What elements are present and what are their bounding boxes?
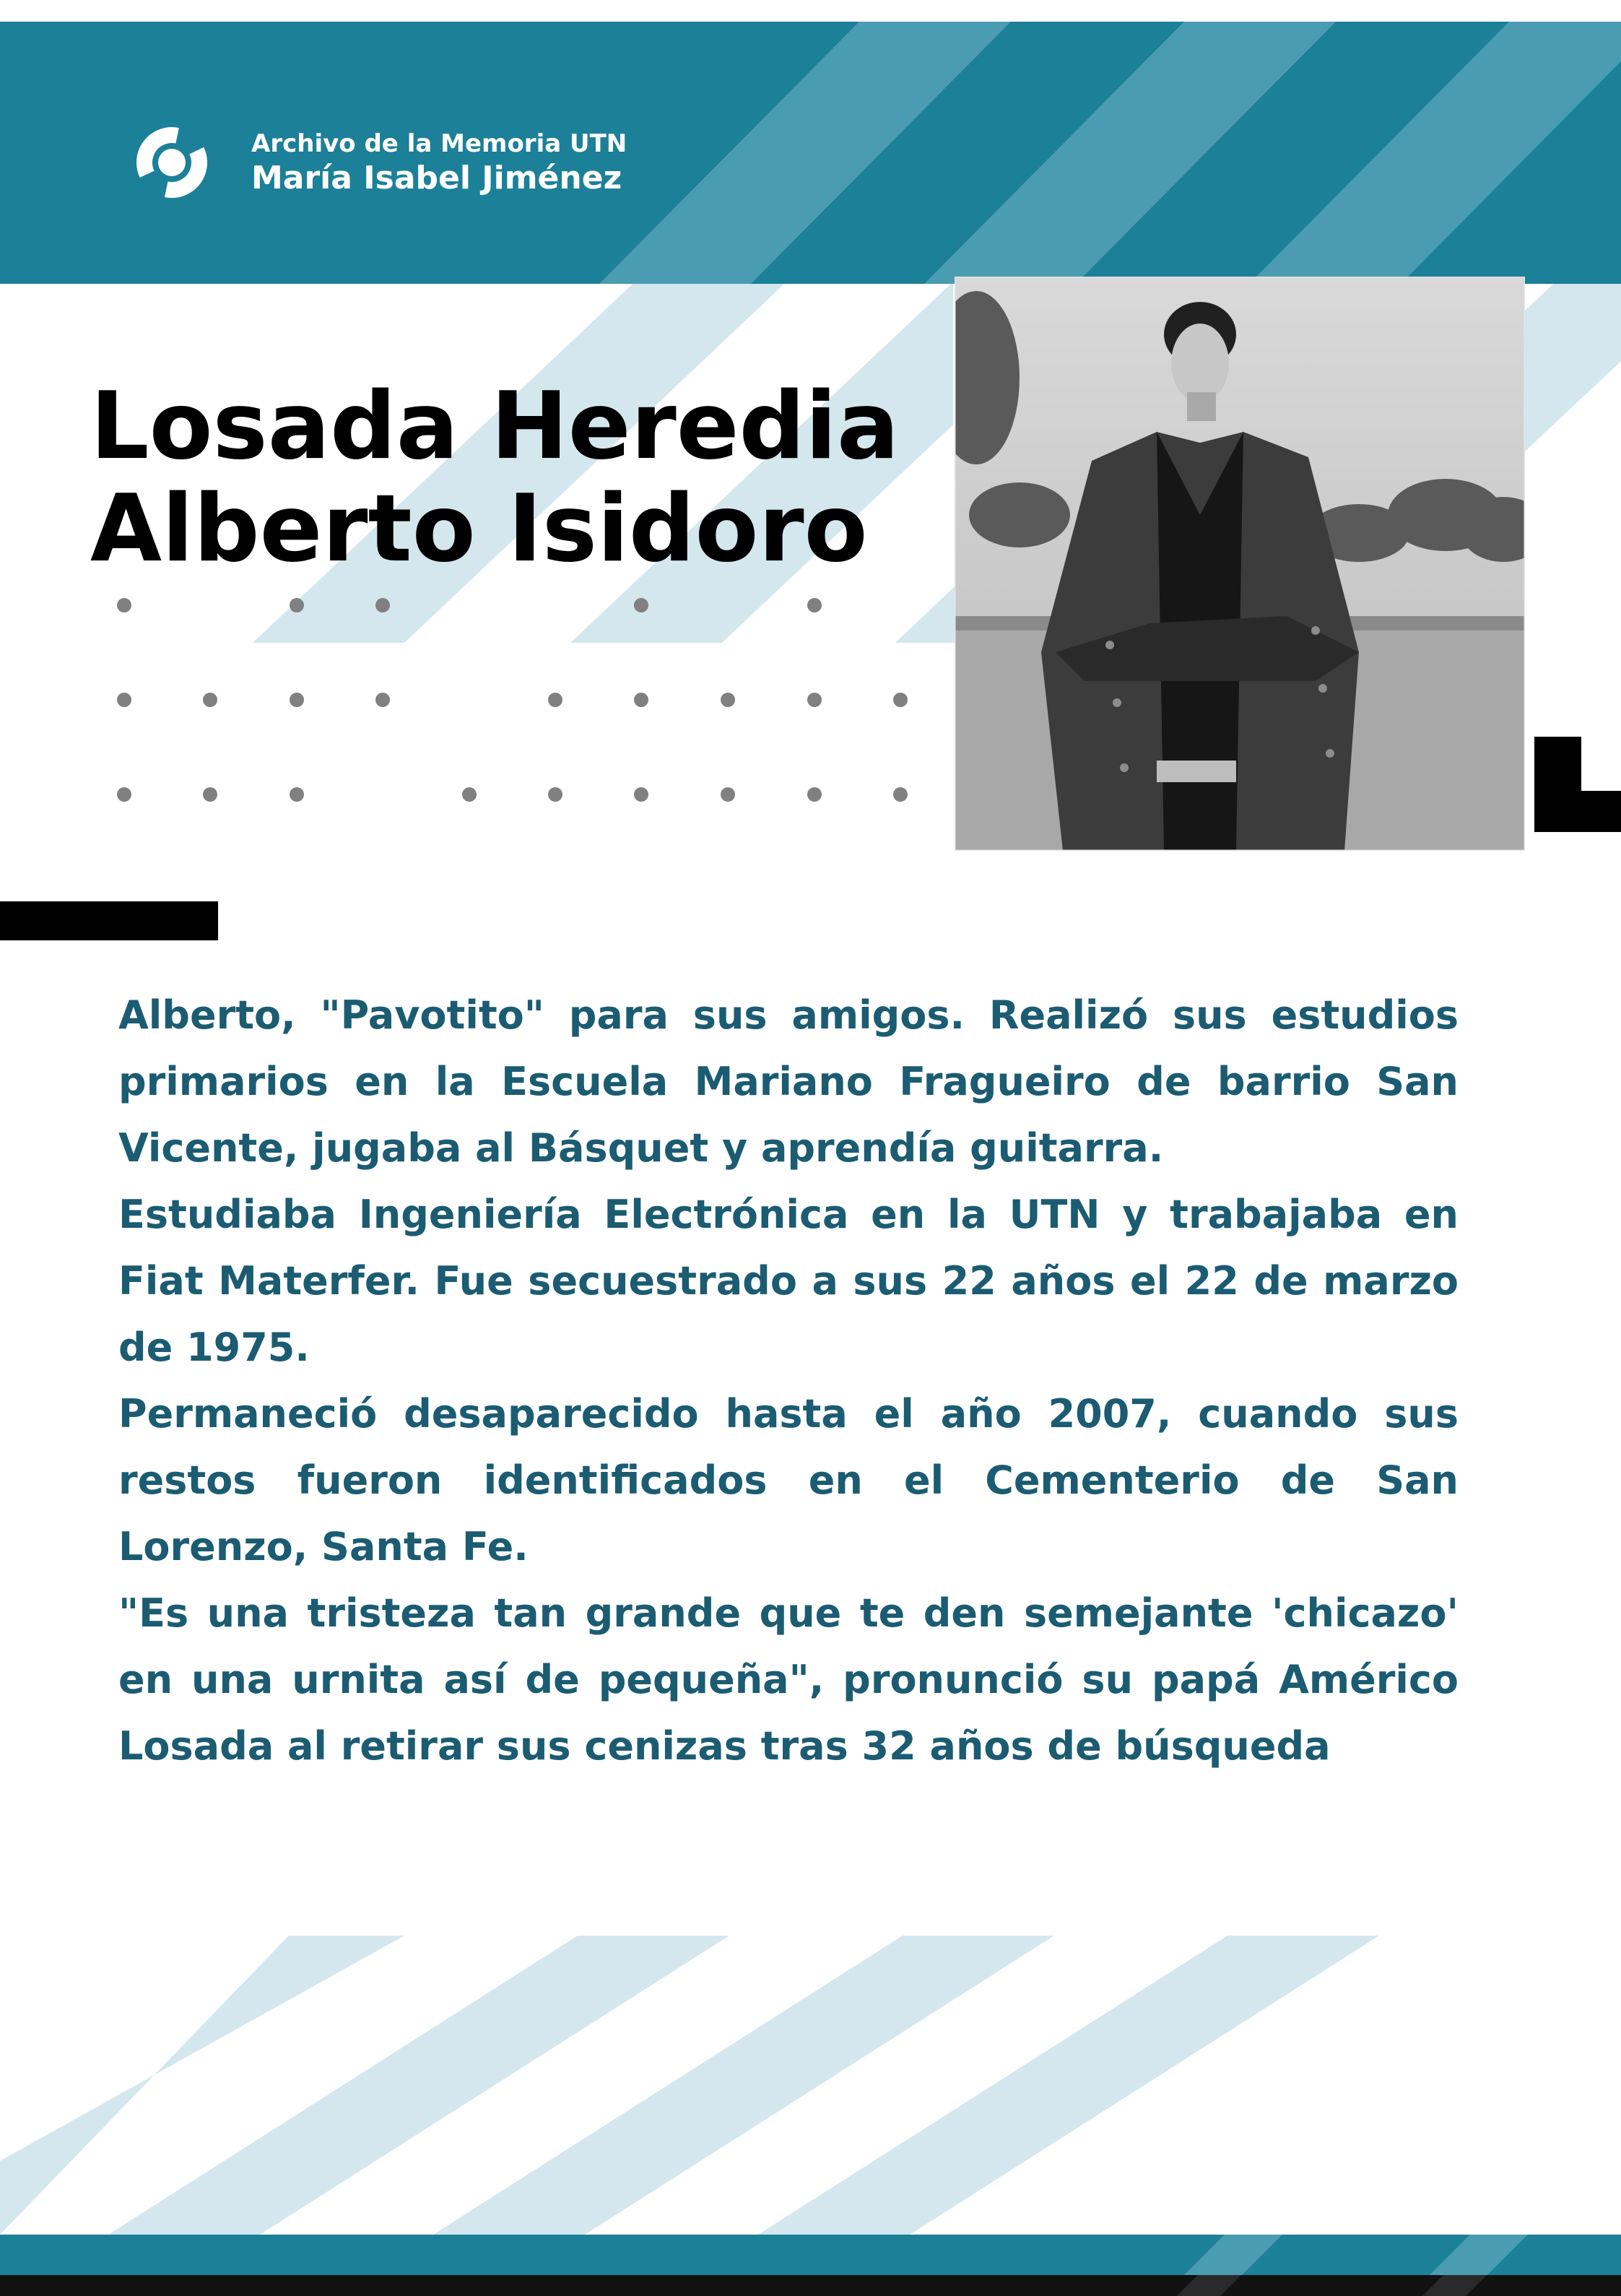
brand-lockup: [116, 123, 627, 202]
accent-bar-left: [0, 901, 218, 940]
bio-paragraph-1: Alberto, "Pavotito" para sus amigos. Realizó sus estudios primarios en la Escuela Mariano Fragueiro de barrio San Vicente, jugaba al Básquet y aprendía guitarra.: [118, 992, 1459, 1171]
brand-subtitle: María Isabel Jiménez: [251, 160, 622, 196]
person-surname: Losada Heredia: [90, 373, 900, 480]
footer-dark-strip: [0, 2275, 1621, 2296]
bio-paragraph-2: Estudiaba Ingeniería Electrónica en la UTN y trabajaba en Fiat Materfer. Fue secuestrado a sus 22 años el 22 de marzo de 1975.: [118, 1192, 1459, 1370]
accent-corner-right: [1534, 737, 1621, 832]
footer-band: [0, 2235, 1621, 2275]
biography-text: [118, 982, 1459, 1780]
portrait-photo: [955, 277, 1525, 851]
bio-paragraph-3: Permaneció desaparecido hasta el año 2007, cuando sus restos fueron identificados en el Cementerio de San Lorenzo, Santa Fe.: [118, 1391, 1459, 1569]
bottom-diagonal-stripes: [0, 1936, 1379, 2235]
archive-logo-icon: [116, 123, 231, 202]
dots-pattern: [117, 598, 908, 802]
brand-title: Archivo de la Memoria UTN: [251, 129, 627, 158]
person-given-names: Alberto Isidoro: [90, 475, 868, 583]
bio-paragraph-4: "Es una tristeza tan grande que te den semejante 'chicazo' en una urnita así de pequeña", pronunció su papá Américo Losada al retirar sus cenizas tras 32 años de búsqueda: [118, 1590, 1459, 1769]
page-title: [90, 373, 900, 583]
